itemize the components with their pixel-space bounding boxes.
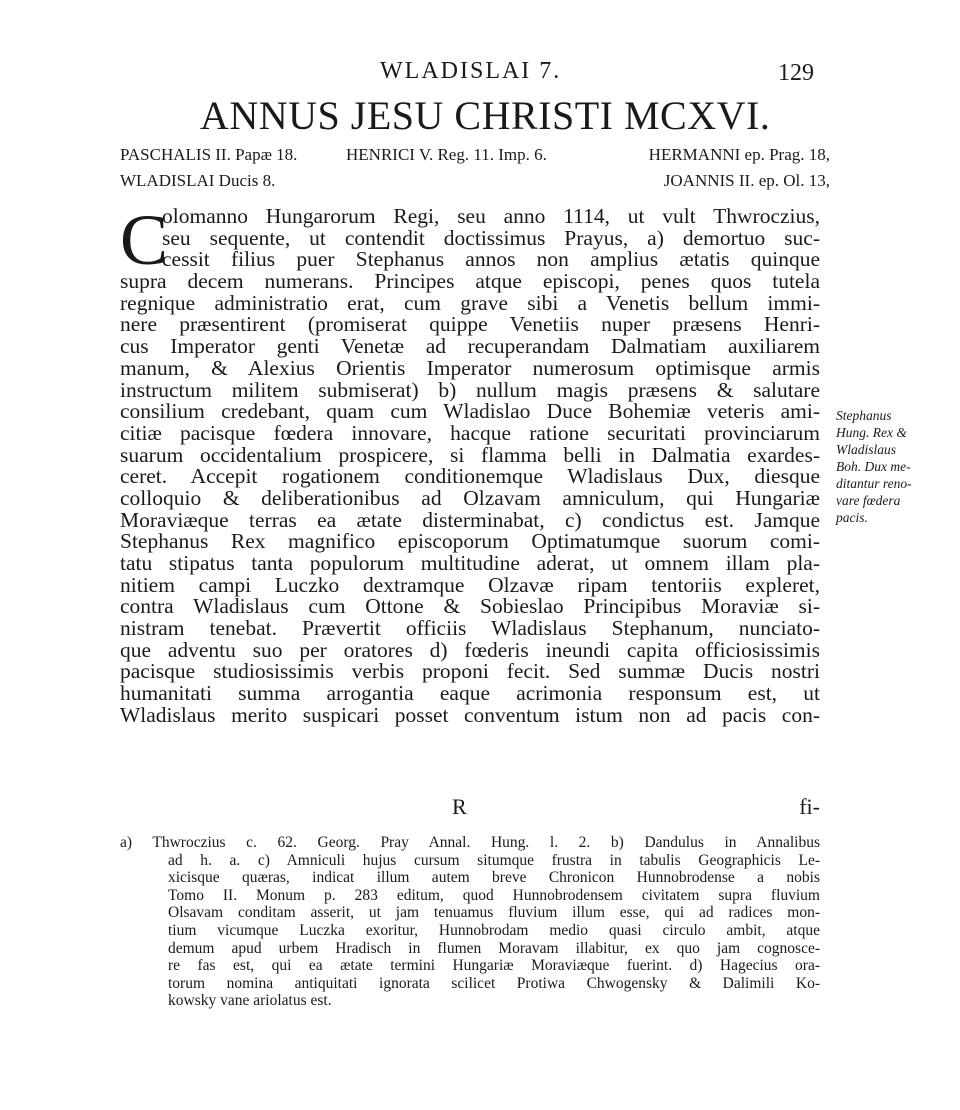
text-line: humanitati summa arrogantia eaque acrimonia responsum est, ut bbox=[120, 681, 820, 706]
footnote-line: demum apud urbem Hradisch in flumen Moravam illabitur, ex quo jam cognosce- bbox=[168, 939, 820, 957]
text-line: consilium credebant, quam cum Wladislao Duce Bohemiæ veteris ami- bbox=[120, 399, 820, 424]
text-line: Wladislaus merito suspicari posset conventum istum non ad pacis con- bbox=[120, 702, 820, 727]
text-line: citiæ pacisque fœdera innovare, hacque ratione securitati provinciarum bbox=[120, 420, 820, 445]
footnote-line: kowsky vane ariolatus est. bbox=[168, 992, 332, 1010]
text-line: manum, & Alexius Orientis Imperator numerosum optimisque armis bbox=[120, 355, 820, 380]
text-line: cessit filius puer Stephanus annos non amplius ætatis quinque bbox=[162, 247, 820, 272]
chronology-emperor: HENRICI V. Reg. 11. Imp. 6. bbox=[346, 145, 547, 164]
footnote-line: ad h. a. c) Amniculi hujus cursum situmque frustra in tabulis Geographicis Le- bbox=[168, 851, 820, 869]
text-line: que adventu suo per oratores d) fœderis ineundi capita officiosissimis bbox=[120, 637, 820, 662]
chronology-row-2 bbox=[120, 171, 830, 195]
margin-note-line: Hung. Rex & bbox=[836, 425, 907, 440]
margin-note-line: vare fœdera bbox=[836, 493, 901, 508]
chronology-bishop-prague: HERMANNI ep. Prag. 18, bbox=[648, 145, 830, 164]
signature-mark: R bbox=[452, 794, 467, 819]
footnote-line: Olsavam conditam asserit, ut jam tenuamus fluvium illum esse, qui ad radices mon- bbox=[168, 904, 820, 922]
margin-note-line: Wladislaus bbox=[836, 442, 897, 457]
text-line: nere præsentirent (promiserat quippe Venetiis nuper præsens Henri- bbox=[120, 312, 820, 337]
text-line: nistram tenebat. Prævertit officiis Wladislaus Stephanum, nunciato- bbox=[120, 616, 820, 641]
chronology-bishop-olomouc: JOANNIS II. ep. Ol. 13, bbox=[663, 171, 830, 190]
footnote-line: xicisque quæras, indicat illum autem breve Chronicon Hunnobrodense a nobis bbox=[168, 869, 820, 887]
catchline bbox=[120, 794, 820, 819]
footnote-line: a) Thwroczius c. 62. Georg. Pray Annal. Hung. l. 2. b) Dandulus in Annalibus bbox=[120, 834, 820, 851]
drop-cap: C bbox=[120, 200, 169, 280]
margin-note-line: ditantur reno- bbox=[836, 476, 912, 491]
text-line: seu sequente, ut contendit doctissimus Prayus, a) demortuo suc- bbox=[162, 225, 820, 250]
text-line: ceret. Accepit rogationem conditionemque Wladislaus Dux, diesque bbox=[120, 464, 820, 489]
text-line: regnique administratio erat, cum grave sibi a Venetis bellum immi- bbox=[120, 290, 820, 315]
chronology-duke: WLADISLAI Ducis 8. bbox=[120, 171, 276, 190]
text-line: supra decem numerans. Principes atque episcopi, penes quos tutela bbox=[120, 269, 820, 294]
text-line: olomanno Hungarorum Regi, seu anno 1114, ut vult Thwroczius, bbox=[162, 204, 820, 228]
catchword: fi- bbox=[799, 794, 820, 819]
footnote-line: tium vicumque Luczka exoritur, Hunnobrodam medio quasi circulo ambit, atque bbox=[168, 921, 820, 939]
footnote-line: Tomo II. Monum p. 283 editum, quod Hunnobrodensem civitatem supra fluvium bbox=[168, 886, 820, 904]
text-line: suarum occidentalium prospicere, si flamma belli in Dalmatia exardes- bbox=[120, 442, 820, 467]
text-line: contra Wladislaus cum Ottone & Sobieslao Principibus Moraviæ si- bbox=[120, 594, 820, 619]
page-number: 129 bbox=[778, 60, 814, 86]
chronology-pope: PASCHALIS II. Papæ 18. bbox=[120, 145, 298, 164]
margin-note-line: Boh. Dux me- bbox=[836, 459, 911, 474]
margin-note-line: Stephanus bbox=[836, 408, 892, 423]
text-line: cus Imperator genti Venetæ ad recuperandam Dalmatiam auxiliarem bbox=[120, 334, 820, 359]
text-line: instructum militem submiserat) b) nullum magis præsens & salutare bbox=[120, 377, 820, 402]
running-head: WLADISLAI 7. bbox=[380, 58, 562, 84]
text-line: colloquio & deliberationibus ad Olzavam amniculum, qui Hungariæ bbox=[120, 485, 820, 510]
page-title: ANNUS JESU CHRISTI MCXVI. bbox=[200, 93, 771, 138]
body-text bbox=[120, 200, 820, 727]
footnote-line: re fas est, qui ea ætate termini Hungariæ Moraviæque fuerint. d) Hagecius ora- bbox=[168, 957, 820, 975]
footnote-line: torum nomina antiquitati ignorata scilicet Protiwa Chwogensky & Dalimili Ko- bbox=[168, 974, 820, 992]
text-line: Moraviæque terras ea ætate disterminabat, c) condictus est. Jamque bbox=[120, 507, 820, 532]
text-line: nitiem campi Luczko dextramque Olzavæ ripam tentoriis expleret, bbox=[120, 572, 820, 597]
text-line: Stephanus Rex magnifico episcoporum Optimatumque suorum comi- bbox=[120, 529, 820, 554]
chronology-row-1 bbox=[120, 145, 830, 169]
text-line: pacisque studiosissimis verbis proponi fecit. Sed summæ Ducis nostri bbox=[120, 659, 820, 684]
margin-note bbox=[836, 407, 946, 526]
text-line: tatu stipatus tanta populorum multitudine aderat, ut omnem illam pla- bbox=[120, 551, 820, 575]
margin-note-line: pacis. bbox=[836, 510, 868, 525]
footnotes bbox=[120, 834, 820, 1010]
